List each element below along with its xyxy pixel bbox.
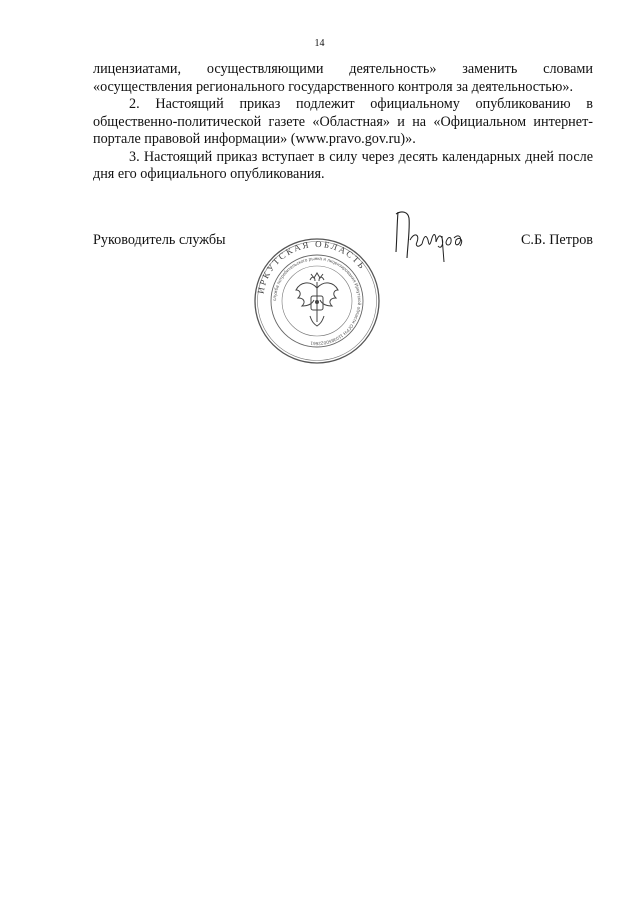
coat-of-arms-emblem [296,273,338,326]
paragraph-item-3: 3. Настоящий приказ вступает в силу через десять календарных дней после дня его официального опубликования. [93,148,593,182]
official-seal [252,236,382,366]
handwritten-signature [384,206,468,268]
paragraph-item-2: 2. Настоящий приказ подлежит официальному опубликованию в общественно-политической газете «Областная» и на «Официальном интернет-портале правовой информации» (www.pravo.gov.ru)». [93,96,593,147]
svg-text:служба потребительского рынка: служба потребительского рынка и лицензирования Иркутской области ОГРН 1103850022661 [271,255,363,347]
page-number: 14 [314,38,325,49]
signer-title: Руководитель службы [93,232,226,248]
signer-name: С.Б. Петров [520,232,593,248]
svg-text:ИРКУТСКАЯ ОБЛАСТЬ: ИРКУТСКАЯ ОБЛАСТЬ [255,238,369,295]
paragraph-continuation: лицензиатами, осуществляющими деятельность» заменить словами «осуществления регионального государственного контроля за деятельностью». [93,61,593,95]
document-body [93,61,593,184]
